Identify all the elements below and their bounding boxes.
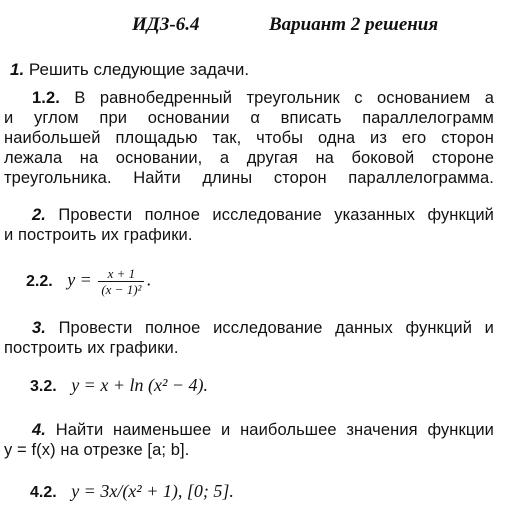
item-4-2: [30, 480, 234, 504]
item-4-2-formula: y = 3x/(x² + 1), [0; 5].: [71, 481, 234, 501]
item-2-2: [26, 266, 151, 297]
section-4-line-1: 4. Найти наименьшее и наибольшее значения функции: [32, 421, 494, 439]
section-4-line-2: y = f(x) на отрезке [a; b].: [4, 441, 190, 459]
section-4-number: 4.: [32, 421, 46, 439]
problem-1-2-line-4: лежала на основании, а другая на боковой стороне: [4, 149, 494, 167]
item-3-2-number: 3.2.: [30, 378, 57, 395]
section-3-line-1: 3. Провести полное исследование данных функций и: [32, 319, 494, 337]
problem-1-2-line-1: 1.2. В равнобедренный треугольник с основанием a: [32, 89, 494, 107]
section-2-text: [4, 205, 494, 245]
item-2-2-lhs: y =: [67, 269, 92, 290]
problem-1-2-line-5: треугольника. Найти длины сторон параллелограмма.: [4, 169, 494, 187]
item-3-2: [30, 374, 208, 398]
item-2-2-number: 2.2.: [26, 272, 53, 290]
assignment-title: ИДЗ-6.4: [132, 14, 200, 35]
section-1-heading-text: Решить следующие задачи.: [28, 60, 250, 79]
section-1-number: 1.: [10, 60, 25, 79]
document-header: [0, 14, 520, 40]
problem-1-2-number: 1.2.: [32, 89, 60, 107]
section-3-line-2: построить их графики.: [4, 339, 179, 357]
section-2-line-1: 2. Провести полное исследование указанных функций: [32, 206, 494, 224]
problem-1-2: [4, 88, 494, 188]
problem-1-2-line-3: наибольшей площадью так, чтобы одна из его сторон: [4, 129, 494, 147]
problem-1-2-line-2: и углом при основании α вписать параллелограмм: [4, 109, 494, 127]
item-3-2-formula: y = x + ln (x² − 4).: [71, 375, 208, 395]
section-1-heading: [10, 60, 249, 80]
section-4-text: [4, 420, 494, 460]
section-2-number: 2.: [32, 206, 46, 224]
section-3-number: 3.: [32, 319, 46, 337]
item-4-2-number: 4.2.: [30, 484, 57, 501]
section-2-line-2: и построить их графики.: [4, 226, 193, 244]
fraction-denominator: (x − 1)²: [101, 282, 142, 297]
item-2-2-end: .: [146, 269, 151, 290]
item-2-2-fraction: [98, 266, 144, 297]
variant-title: Вариант 2 решения: [269, 14, 439, 35]
section-3-text: [4, 318, 494, 358]
fraction-numerator: x + 1: [98, 266, 144, 282]
